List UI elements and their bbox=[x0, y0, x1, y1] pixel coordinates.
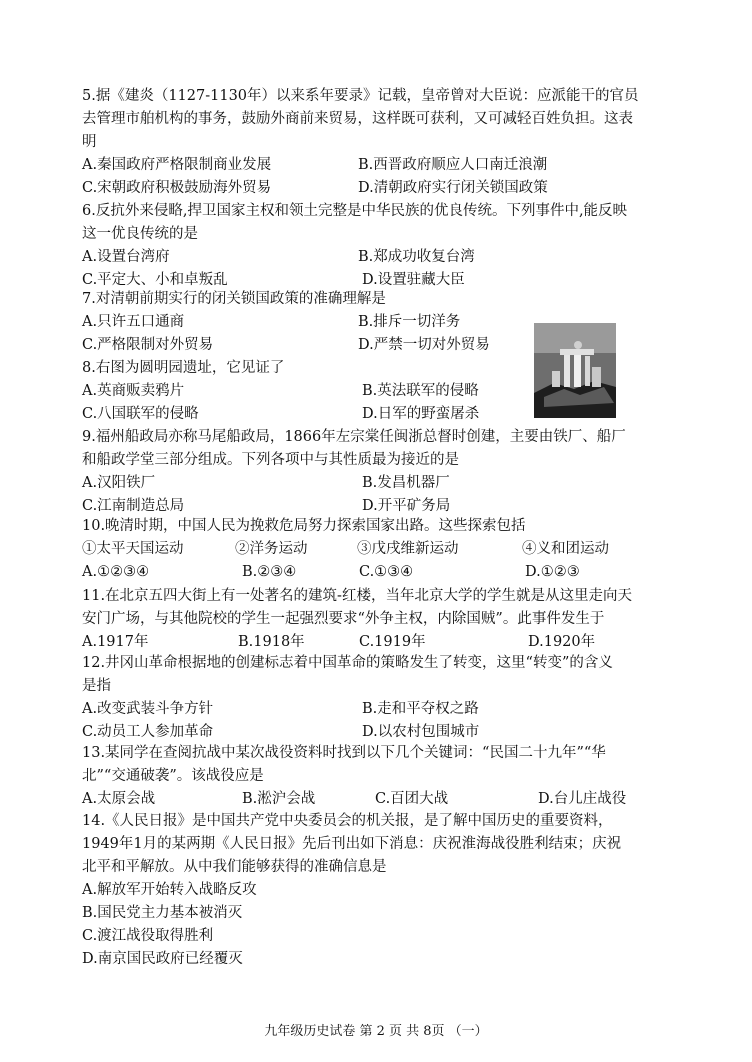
option-d[interactable]: D.设置驻藏大臣 bbox=[362, 272, 465, 288]
page-footer: 九年级历史试卷 第 2 页 共 8页 （一） bbox=[264, 1024, 488, 1039]
option-c[interactable]: C.严格限制对外贸易 bbox=[82, 337, 214, 353]
option-b[interactable]: B.走和平夺权之路 bbox=[362, 701, 479, 717]
option-c[interactable]: C.百团大战 bbox=[375, 791, 449, 807]
option-c[interactable]: C.宋朝政府积极鼓励海外贸易 bbox=[82, 180, 272, 196]
option-c[interactable]: C.渡江战役取得胜利 bbox=[82, 928, 214, 944]
question-12 bbox=[82, 652, 672, 744]
question-9 bbox=[82, 426, 672, 518]
option-b[interactable]: B.发昌机器厂 bbox=[362, 475, 450, 491]
option-a[interactable]: A.1917年 bbox=[82, 634, 149, 650]
option-c[interactable]: C.平定大、小和卓叛乱 bbox=[82, 272, 228, 288]
question-13 bbox=[82, 742, 672, 811]
option-d[interactable]: D.南京国民政府已经覆灭 bbox=[82, 951, 243, 967]
question-stem-line: 和船政学堂三部分组成。下列各项中与其性质最为接近的是 bbox=[82, 452, 459, 468]
option-b[interactable]: B.国民党主力基本被消灭 bbox=[82, 905, 243, 921]
question-stem-line: 5.据《建炎（1127-1130年）以来系年要录》记载，皇帝曾对大臣说：应派能干的官员 bbox=[82, 88, 639, 104]
question-stem-line: 7.对清朝前期实行的闭关锁国政策的准确理解是 bbox=[82, 291, 386, 307]
option-b[interactable]: B.西晋政府顺应人口南迁浪潮 bbox=[358, 157, 548, 173]
option-a[interactable]: A.①②③④ bbox=[82, 564, 150, 580]
item-4: ④义和团运动 bbox=[522, 541, 609, 557]
option-b[interactable]: B.排斥一切洋务 bbox=[358, 314, 461, 330]
option-a[interactable]: A.设置台湾府 bbox=[82, 249, 170, 265]
ruins-icon bbox=[534, 323, 616, 418]
question-stem-line: 11.在北京五四大街上有一处著名的建筑-红楼，当年北京大学的学生就是从这里走向天 bbox=[82, 588, 632, 604]
item-3: ③戊戌维新运动 bbox=[357, 541, 459, 557]
question-stem-line: 1949年1月的某两期《人民日报》先后刊出如下消息：庆祝淮海战役胜利结束；庆祝 bbox=[82, 836, 622, 852]
question-6 bbox=[82, 200, 672, 292]
option-d[interactable]: D.台儿庄战役 bbox=[538, 791, 627, 807]
item-row bbox=[82, 538, 672, 561]
option-d[interactable]: D.以农村包围城市 bbox=[362, 724, 480, 740]
question-stem-line: 去管理市舶机构的事务，鼓励外商前来贸易，这样既可获利，又可减轻百姓负担。这表 bbox=[82, 111, 633, 127]
question-stem-line: 9.福州船政局亦称马尾船政局，1866年左宗棠任闽浙总督时创建，主要由铁厂、船厂 bbox=[82, 429, 626, 445]
option-b[interactable]: B.②③④ bbox=[242, 564, 297, 580]
option-a[interactable]: A.秦国政府严格限制商业发展 bbox=[82, 157, 272, 173]
question-11 bbox=[82, 585, 672, 654]
option-d[interactable]: D.开平矿务局 bbox=[362, 498, 451, 514]
option-d[interactable]: D.1920年 bbox=[528, 634, 596, 650]
question-stem-line: 这一优良传统的是 bbox=[82, 226, 198, 242]
option-a[interactable]: A.太原会战 bbox=[82, 791, 156, 807]
option-b[interactable]: B.淞沪会战 bbox=[242, 791, 316, 807]
option-c[interactable]: C.江南制造总局 bbox=[82, 498, 185, 514]
option-row bbox=[82, 561, 672, 584]
question-stem-line: 北平和平解放。从中我们能够获得的准确信息是 bbox=[82, 859, 387, 875]
option-a[interactable]: A.解放军开始转入战略反攻 bbox=[82, 882, 257, 898]
option-a[interactable]: A.改变武装斗争方针 bbox=[82, 701, 214, 717]
question-5 bbox=[82, 85, 672, 200]
question-stem-line: 14.《人民日报》是中国共产党中央委员会的机关报，是了解中国历史的重要资料， bbox=[82, 813, 613, 829]
option-row bbox=[82, 721, 672, 744]
option-row bbox=[82, 177, 672, 200]
option-d[interactable]: D.严禁一切对外贸易 bbox=[358, 337, 490, 353]
option-d[interactable]: D.清朝政府实行闭关锁国政策 bbox=[358, 180, 548, 196]
option-row bbox=[82, 246, 672, 269]
question-stem-line: 北”“交通破袭”。该战役应是 bbox=[82, 768, 264, 784]
option-c[interactable]: C.①③④ bbox=[359, 564, 414, 580]
option-c[interactable]: C.动员工人参加革命 bbox=[82, 724, 214, 740]
option-row bbox=[82, 788, 672, 811]
option-d[interactable]: D.日军的野蛮屠杀 bbox=[362, 406, 480, 422]
question-14 bbox=[82, 810, 672, 971]
question-stem-line: 安门广场，与其他院校的学生一起强烈要求“外争主权，内除国贼”。此事件发生于 bbox=[82, 611, 605, 627]
option-c[interactable]: C.1919年 bbox=[359, 634, 426, 650]
option-a[interactable]: A.汉阳铁厂 bbox=[82, 475, 156, 491]
question-stem-line: 6.反抗外来侵略,捍卫国家主权和领土完整是中华民族的优良传统。下列事件中,能反映 bbox=[82, 203, 628, 219]
question-10 bbox=[82, 515, 672, 584]
question-stem-line: 8.右图为圆明园遗址，它见证了 bbox=[82, 360, 285, 376]
option-b[interactable]: B.郑成功收复台湾 bbox=[358, 249, 475, 265]
question-stem-line: 明 bbox=[82, 134, 97, 150]
option-row bbox=[82, 698, 672, 721]
question-stem-line: 10.晚清时期，中国人民为挽救危局努力探索国家出路。这些探索包括 bbox=[82, 518, 526, 534]
item-2: ②洋务运动 bbox=[235, 541, 308, 557]
option-d[interactable]: D.①②③ bbox=[525, 564, 580, 580]
option-b[interactable]: B.1918年 bbox=[238, 634, 305, 650]
option-row bbox=[82, 154, 672, 177]
option-row bbox=[82, 472, 672, 495]
option-b[interactable]: B.英法联军的侵略 bbox=[362, 383, 479, 399]
question-stem-line: 12.井冈山革命根据地的创建标志着中国革命的策略发生了转变，这里“转变”的含义 bbox=[82, 655, 613, 671]
old-summer-palace-ruins-photo bbox=[534, 323, 616, 418]
question-stem-line: 是指 bbox=[82, 678, 111, 694]
option-a[interactable]: A.只许五口通商 bbox=[82, 314, 185, 330]
question-stem-line: 13.某同学在查阅抗战中某次战役资料时找到以下几个关键词：“民国二十九年”“华 bbox=[82, 745, 606, 761]
option-a[interactable]: A.英商贩卖鸦片 bbox=[82, 383, 185, 399]
option-row bbox=[82, 631, 672, 654]
item-1: ①太平天国运动 bbox=[82, 541, 184, 557]
option-c[interactable]: C.八国联军的侵略 bbox=[82, 406, 199, 422]
